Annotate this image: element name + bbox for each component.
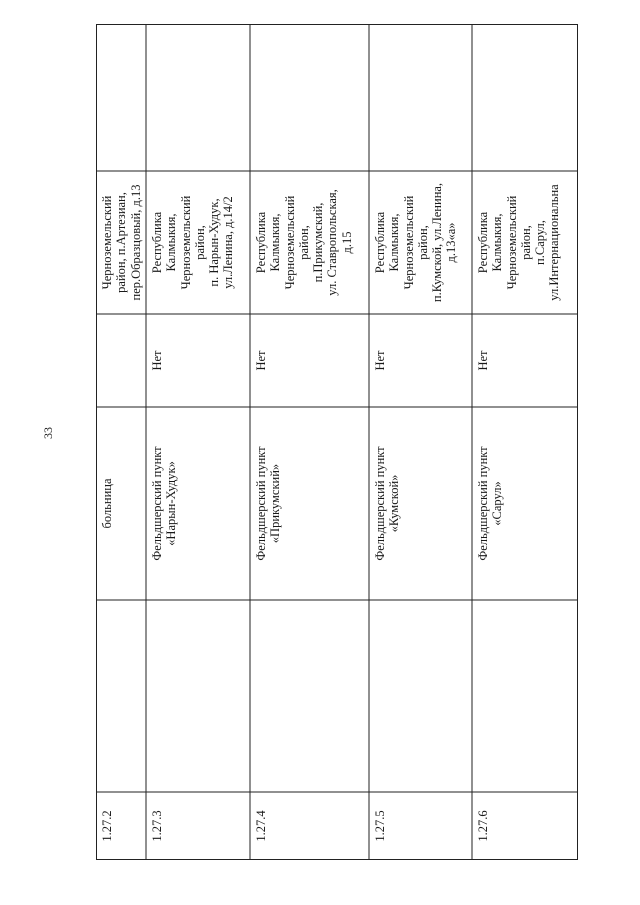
address-cell (369, 171, 472, 314)
cell-blank-right (96, 24, 146, 171)
license-cell-text: Нет (254, 350, 268, 371)
cell-blank-right (472, 24, 578, 171)
facility-name-text: Фельдшерский пункт «Прикумский» (254, 446, 283, 561)
cell-blank (146, 600, 250, 792)
license-cell (369, 314, 472, 407)
license-cell-text: Нет (373, 350, 387, 371)
cell-blank (472, 600, 578, 792)
row-number (369, 792, 472, 860)
cell-blank-right (369, 24, 472, 171)
facility-name (369, 407, 472, 600)
address-cell-text: Черноземельский район, п.Артезиан, пер.Образцовый, д.13 (100, 184, 143, 301)
facility-name-text: Фельдшерский пункт «Сарул» (476, 446, 505, 561)
row-number-text: 1.27.2 (100, 810, 114, 842)
license-cell-text: Нет (476, 350, 490, 371)
facility-name-text: больница (100, 478, 114, 529)
row-number-text: 1.27.5 (373, 810, 387, 842)
address-cell (146, 171, 250, 314)
license-cell (96, 314, 146, 407)
row-number (96, 792, 146, 860)
facility-name (96, 407, 146, 600)
address-cell-text: Республика Калмыкия, Черноземельский район, п. Нарын-Худук, ул.Ленина, д.14/2 (150, 195, 236, 290)
facility-name-text: Фельдшерский пункт «Кумской» (373, 446, 402, 561)
row-number-text: 1.27.6 (476, 810, 490, 842)
address-cell-text: Республика Калмыкия, Черноземельский район, п.Прикумский, ул. Ставропольская, д.15 (254, 189, 354, 296)
cell-blank (369, 600, 472, 792)
facility-name (146, 407, 250, 600)
address-cell (472, 171, 578, 314)
row-number-text: 1.27.4 (254, 810, 268, 842)
row-number-text: 1.27.3 (150, 810, 164, 842)
license-cell (472, 314, 578, 407)
address-cell (250, 171, 369, 314)
facility-name (472, 407, 578, 600)
address-cell-text: Республика Калмыкия, Черноземельский район, п.Кумской, ул.Ленина, д.13«а» (373, 182, 459, 303)
license-cell-text: Нет (150, 350, 164, 371)
cell-blank-right (146, 24, 250, 171)
row-number (250, 792, 369, 860)
license-cell (250, 314, 369, 407)
cell-blank (250, 600, 369, 792)
row-number (472, 792, 578, 860)
row-number (146, 792, 250, 860)
page-number: 33 (41, 427, 55, 439)
facility-name-text: Фельдшерский пункт «Нарын-Худук» (150, 446, 179, 561)
address-cell (96, 171, 146, 314)
cell-blank (96, 600, 146, 792)
address-cell-text: Республика Калмыкия, Черноземельский район, п.Сарул, ул.Интернациональна (476, 184, 562, 301)
rotated-table (96, 24, 578, 860)
cell-blank-right (250, 24, 369, 171)
facility-name (250, 407, 369, 600)
license-cell (146, 314, 250, 407)
